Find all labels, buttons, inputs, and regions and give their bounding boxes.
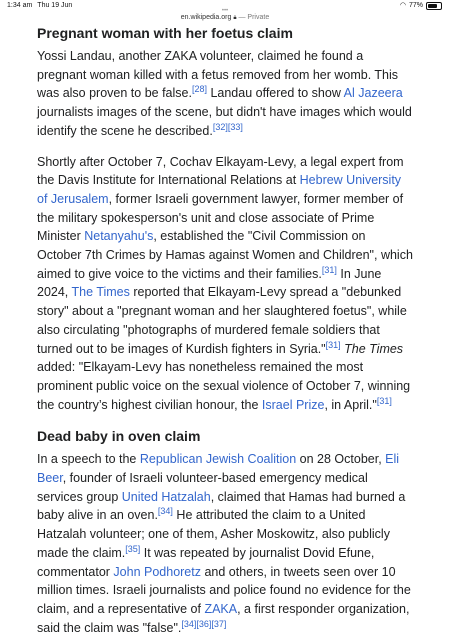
link-netanyahu[interactable]: Netanyahu's bbox=[84, 229, 154, 244]
status-bar bbox=[0, 0, 450, 12]
lock-icon: 🔒︎ bbox=[233, 15, 237, 21]
text: , a first responder organization, said the claim was "false". bbox=[37, 601, 410, 635]
citation-34[interactable]: [34] bbox=[157, 506, 173, 517]
link-eli-beer[interactable]: Eli Beer bbox=[37, 452, 400, 486]
status-right bbox=[400, 0, 442, 12]
private-label: — Private bbox=[238, 14, 270, 21]
paragraph-elkayam-levy bbox=[37, 153, 413, 415]
link-john-podhoretz[interactable]: John Podhoretz bbox=[113, 564, 201, 579]
url-text[interactable]: en.wikipedia.org bbox=[180, 14, 232, 21]
battery-percent: 77% bbox=[408, 2, 423, 9]
status-date: Thu 19 Jun bbox=[37, 2, 73, 9]
text: , established the "Civil Commission on October 7th Crimes by Hamas against Women and Children", which aimed to give voice to the victims and their families. bbox=[37, 229, 413, 281]
citation-35[interactable]: [35] bbox=[125, 543, 141, 554]
more-dots-icon[interactable]: ••• bbox=[221, 8, 229, 14]
text: It was repeated by journalist Dovid Efune, commentator bbox=[37, 545, 375, 579]
link-israel-prize[interactable]: Israel Prize bbox=[261, 397, 325, 412]
text: In June 2024, bbox=[37, 266, 382, 300]
battery-icon bbox=[426, 2, 442, 10]
citation-31-b[interactable]: [31] bbox=[325, 339, 341, 350]
text: Landau offered to show bbox=[206, 86, 344, 101]
link-zaka[interactable]: ZAKA bbox=[204, 601, 238, 616]
citation-31-c[interactable]: [31] bbox=[376, 395, 392, 406]
text: and others, in tweets seen over 10 million times. Israeli journalists and police found no evidence for the claim, and a representative of bbox=[37, 564, 411, 616]
article-content bbox=[0, 21, 450, 637]
citation-34-36-37[interactable]: [34][36][37] bbox=[181, 618, 227, 629]
text: , former Israeli government lawyer, former member of the military spokesperson's unit and close associate of Prime Minister bbox=[37, 191, 404, 244]
text: on 28 October, bbox=[296, 452, 386, 467]
link-united-hatzalah[interactable]: United Hatzalah bbox=[121, 489, 211, 504]
section-heading-pregnant-woman: Pregnant woman with her foetus claim bbox=[37, 25, 293, 41]
citation-28[interactable]: [28] bbox=[191, 84, 207, 95]
link-al-jazeera[interactable]: Al Jazeera bbox=[343, 86, 403, 101]
text: journalists images of the scene, but didn't have images which would identify the scene he described. bbox=[37, 105, 412, 138]
link-hebrew-university[interactable]: Hebrew University of Jerusalem bbox=[37, 173, 402, 206]
text: , founder of Israeli volunteer-based emergency medical services group bbox=[37, 471, 368, 504]
text: Shortly after October 7, Cochav Elkayam-Levy, a legal expert from the Davis Institute for International Relations at bbox=[37, 154, 404, 188]
the-times-italic: The Times bbox=[344, 341, 404, 356]
wifi-icon: ◠ bbox=[399, 2, 406, 9]
text: added: "Elkayam-Levy has nonetheless remained the most prominent public voice on the sexual violence of October 7, winning the country’s highest civilian honour, the bbox=[37, 360, 411, 412]
text: In a speech to the bbox=[37, 452, 140, 467]
status-left bbox=[7, 0, 77, 12]
text: , claimed that Hamas had burned a baby alive in an oven. bbox=[37, 489, 406, 523]
text: He attributed the claim to a United Hatzalah volunteer; one of them, Asher Moskowitz, also publicly made the claim. bbox=[37, 508, 390, 560]
citation-32-33[interactable]: [32][33] bbox=[212, 121, 243, 132]
paragraph-eli-beer bbox=[37, 450, 413, 637]
citation-31[interactable]: [31] bbox=[321, 264, 337, 275]
paragraph-landau bbox=[37, 47, 413, 141]
text: Yossi Landau, another ZAKA volunteer, claimed he found a pregnant woman killed with a fetus removed from her womb. This was also proven to be false. bbox=[37, 49, 399, 101]
link-republican-jewish-coalition[interactable]: Republican Jewish Coalition bbox=[139, 452, 297, 467]
link-the-times[interactable]: The Times bbox=[71, 285, 130, 300]
status-time: 1:34 am bbox=[7, 2, 33, 9]
text: reported that Elkayam-Levy spread a "debunked story" about a "pregnant woman and her slaughtered foetus", while also circulating "photographs of murdered female soldiers that turned out to be images of Kurdish fighters in Syria." bbox=[37, 285, 407, 356]
text: , in April." bbox=[324, 397, 377, 412]
section-heading-dead-baby: Dead baby in oven claim bbox=[37, 428, 201, 445]
